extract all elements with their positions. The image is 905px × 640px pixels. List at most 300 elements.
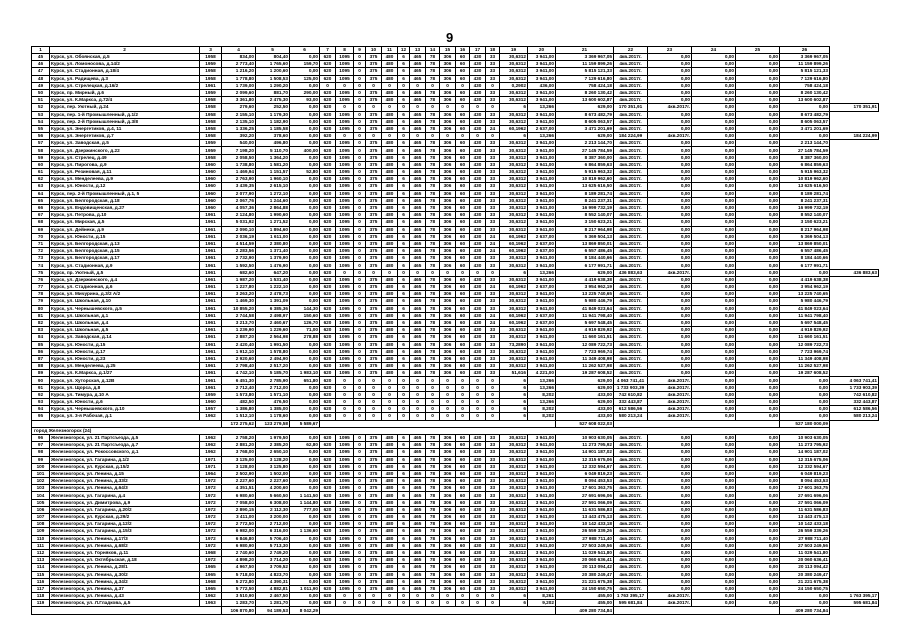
table-cell: 430 bbox=[470, 262, 486, 269]
table-cell: 1961 bbox=[200, 248, 222, 255]
table-cell: 33 bbox=[486, 442, 500, 449]
table-cell: 0 bbox=[456, 133, 470, 140]
table-cell: 0,00 bbox=[290, 219, 320, 226]
table-cell: 0,00 bbox=[736, 169, 780, 176]
table-row bbox=[32, 305, 879, 312]
table-cell: 8,261 bbox=[528, 593, 556, 600]
table-cell: 306 bbox=[440, 528, 456, 535]
table-cell: 2 864,88 bbox=[256, 204, 290, 211]
table-cell: 0 bbox=[354, 593, 366, 600]
table-cell: 1095 bbox=[336, 176, 354, 183]
table-cell: 60 bbox=[456, 197, 470, 204]
column-header: 13 bbox=[410, 47, 426, 54]
address-cell: Курск, ул. Энергетиков, д.4, 11 bbox=[50, 125, 200, 132]
table-cell: 0 bbox=[410, 384, 426, 391]
table-cell: 480 bbox=[382, 97, 398, 104]
table-cell: 375 bbox=[366, 463, 382, 470]
table-cell: 1 960,10 bbox=[256, 176, 290, 183]
column-header: 12 bbox=[398, 47, 410, 54]
table-cell: 13,266 bbox=[528, 399, 556, 406]
table-cell: 465 bbox=[410, 176, 426, 183]
table-cell: 0,00 bbox=[736, 240, 780, 247]
column-header: 26 bbox=[780, 47, 830, 54]
table-cell: 0,00 bbox=[736, 528, 780, 535]
table-cell: 0 bbox=[426, 377, 440, 384]
table-cell: 6 bbox=[398, 456, 410, 463]
table-cell: 0,00 bbox=[736, 456, 780, 463]
table-cell: 430 bbox=[470, 363, 486, 370]
table-cell: 60,1962 bbox=[500, 240, 528, 247]
column-header: 17 bbox=[470, 47, 486, 54]
table-cell: 0 bbox=[336, 391, 354, 398]
table-cell: 8 217 964,98 bbox=[780, 226, 830, 233]
table-cell: 4кв.2017г. bbox=[614, 147, 648, 154]
table-cell: 620 bbox=[320, 262, 336, 269]
table-cell: 375 bbox=[366, 262, 382, 269]
table-cell: 0,00 bbox=[648, 585, 692, 592]
table-cell: 27 691 696,06 bbox=[556, 492, 614, 499]
table-cell: 629,00 bbox=[556, 399, 614, 406]
column-header: 9 bbox=[354, 47, 366, 54]
table-cell: 0,00 bbox=[692, 578, 736, 585]
table-cell: 1961 bbox=[200, 284, 222, 291]
table-cell: 0 bbox=[426, 104, 440, 111]
table-cell: 465 bbox=[410, 549, 426, 556]
table-cell: 6 bbox=[500, 593, 528, 600]
table-cell: 0 bbox=[440, 104, 456, 111]
table-cell: 620 bbox=[320, 434, 336, 441]
table-cell: 0 bbox=[426, 593, 440, 600]
table-cell: 8 189 281,74 bbox=[556, 190, 614, 197]
table-cell: 33 bbox=[486, 219, 500, 226]
table-cell: 3 941,00 bbox=[528, 197, 556, 204]
table-cell: 1095 bbox=[336, 492, 354, 499]
table-cell: 10 142 433,18 bbox=[780, 521, 830, 528]
address-cell: Курск, ул. Юности, д.12 bbox=[50, 183, 200, 190]
table-cell: 104 bbox=[32, 492, 50, 499]
table-cell: 4кв.2017г. bbox=[614, 154, 648, 161]
table-cell: 0,00 bbox=[692, 470, 736, 477]
table-cell: 480 bbox=[382, 204, 398, 211]
table-cell: 119 bbox=[32, 600, 50, 607]
table-cell: 3 941,00 bbox=[528, 226, 556, 233]
table-cell: 78 bbox=[426, 61, 440, 68]
table-cell: 78 bbox=[426, 456, 440, 463]
table-cell: 480 bbox=[382, 470, 398, 477]
table-cell: 30,6312 bbox=[500, 204, 528, 211]
table-cell: 97 bbox=[32, 442, 50, 449]
table-cell: 2 615,10 bbox=[256, 183, 290, 190]
table-cell: 4 063 741,41 bbox=[614, 377, 648, 384]
table-cell: 78 bbox=[426, 240, 440, 247]
table-cell: 91 bbox=[32, 384, 50, 391]
table-cell: 480 bbox=[382, 499, 398, 506]
table-cell: 27 145 784,59 bbox=[556, 147, 614, 154]
table-cell: 0 bbox=[486, 413, 500, 420]
table-cell: 184 224,99 bbox=[614, 133, 648, 140]
table-cell: 107 bbox=[32, 514, 50, 521]
table-row bbox=[32, 327, 879, 334]
table-body bbox=[32, 47, 879, 615]
table-cell: 3 941,00 bbox=[528, 291, 556, 298]
table-cell: 0,00 bbox=[290, 212, 320, 219]
table-cell: 78 bbox=[426, 89, 440, 96]
table-cell: 0 bbox=[354, 125, 366, 132]
table-cell: 3 200,00 bbox=[256, 514, 290, 521]
table-cell: 0 bbox=[354, 528, 366, 535]
table-cell: 5 915 963,32 bbox=[780, 169, 830, 176]
table-cell: 0 bbox=[486, 399, 500, 406]
table-row bbox=[32, 600, 879, 607]
table-cell: 0 bbox=[440, 391, 456, 398]
table-cell: 6 bbox=[500, 600, 528, 607]
table-cell: 476,50 bbox=[256, 399, 290, 406]
table-cell: 306 bbox=[440, 262, 456, 269]
table-cell: 3 941,00 bbox=[528, 169, 556, 176]
table-cell: 0,00 bbox=[736, 54, 780, 61]
table-cell: 6 864 859,63 bbox=[556, 161, 614, 168]
table-cell: 60 bbox=[456, 276, 470, 283]
table-cell: 0,00 bbox=[736, 521, 780, 528]
table-cell: 0,00 bbox=[290, 485, 320, 492]
table-cell: 742 610,82 bbox=[830, 391, 879, 398]
table-cell: 49 bbox=[32, 82, 50, 89]
table-cell: 6 bbox=[398, 442, 410, 449]
table-cell: 30,6312 bbox=[500, 478, 528, 485]
table-cell: 375 bbox=[366, 212, 382, 219]
table-cell: 30,6312 bbox=[500, 442, 528, 449]
address-cell: Курск, ул. Чернышевского, д.5 bbox=[50, 305, 200, 312]
table-cell: 0,00 bbox=[692, 442, 736, 449]
table-cell: 0,00 bbox=[648, 492, 692, 499]
table-cell: 620 bbox=[320, 269, 336, 276]
table-cell: 0 bbox=[354, 133, 366, 140]
table-row bbox=[32, 269, 879, 276]
table-cell: 78 bbox=[426, 305, 440, 312]
table-cell: 1 272,10 bbox=[256, 190, 290, 197]
table-cell: 11 029 541,80 bbox=[780, 549, 830, 556]
table-cell: 2 712,00 bbox=[256, 521, 290, 528]
table-cell: 4кв.2017г. bbox=[614, 341, 648, 348]
table-cell: 26 559 339,26 bbox=[780, 528, 830, 535]
table-cell: 430 bbox=[470, 61, 486, 68]
table-cell: 113 bbox=[32, 557, 50, 564]
table-cell: 11 273 795,92 bbox=[556, 442, 614, 449]
table-cell: 33 bbox=[486, 528, 500, 535]
address-cell: Железногорск, ул. Ленина, д.33/2 bbox=[50, 478, 200, 485]
table-cell: 11 660 161,51 bbox=[556, 334, 614, 341]
table-cell: 60 bbox=[456, 319, 470, 326]
empty-cell bbox=[32, 607, 222, 614]
table-cell: 0 bbox=[440, 600, 456, 607]
table-cell: 0,00 bbox=[692, 463, 736, 470]
table-cell: 0 bbox=[440, 133, 456, 140]
table-cell: 0 bbox=[382, 377, 398, 384]
table-cell: 0,00 bbox=[780, 377, 830, 384]
table-cell: 2 650,10 bbox=[256, 449, 290, 456]
table-cell: 1 983,10 bbox=[290, 370, 320, 377]
table-cell: 4кв.2017г. bbox=[648, 377, 692, 384]
table-cell: 9,202 bbox=[528, 600, 556, 607]
table-cell: 1968 bbox=[200, 578, 222, 585]
table-cell: 480 bbox=[382, 154, 398, 161]
total-cell: 527 180 000,09 bbox=[780, 420, 830, 427]
table-cell: 0,00 bbox=[290, 348, 320, 355]
table-cell: 60 bbox=[456, 434, 470, 441]
table-cell: 465 bbox=[410, 255, 426, 262]
table-cell: 78 bbox=[426, 226, 440, 233]
table-cell: 13,266 bbox=[528, 104, 556, 111]
table-cell: 33 bbox=[486, 585, 500, 592]
table-cell: 78 bbox=[426, 204, 440, 211]
table-cell: 0,00 bbox=[290, 600, 320, 607]
table-cell: 0,00 bbox=[648, 571, 692, 578]
table-cell: 465 bbox=[410, 334, 426, 341]
table-cell: 0,00 bbox=[780, 104, 830, 111]
table-cell: 430 bbox=[470, 140, 486, 147]
table-cell: 0,00 bbox=[648, 68, 692, 75]
table-cell: 3 941,00 bbox=[528, 183, 556, 190]
table-cell: 1962 bbox=[200, 434, 222, 441]
table-cell: 0,00 bbox=[736, 291, 780, 298]
table-cell: 3 941,00 bbox=[528, 585, 556, 592]
table-cell: 0,00 bbox=[648, 499, 692, 506]
table-cell: 5 915 963,32 bbox=[556, 169, 614, 176]
table-cell: 11 349 408,98 bbox=[780, 355, 830, 362]
table-cell: 4кв.2017г. bbox=[614, 506, 648, 513]
table-cell: 33 bbox=[486, 291, 500, 298]
table-cell: 33 bbox=[486, 305, 500, 312]
table-cell: 306 bbox=[440, 248, 456, 255]
table-cell: 620 bbox=[320, 355, 336, 362]
table-cell: 465 bbox=[410, 169, 426, 176]
table-cell: 430 bbox=[470, 291, 486, 298]
table-cell: 4кв.2017г. bbox=[614, 118, 648, 125]
table-cell: 0,00 bbox=[692, 413, 736, 420]
table-cell: 1957 bbox=[200, 406, 222, 413]
table-cell: 0,00 bbox=[648, 248, 692, 255]
table-cell: 306 bbox=[440, 68, 456, 75]
total-cell: 409 280 734,84 bbox=[556, 607, 614, 614]
table-cell: 4кв.2017г. bbox=[614, 298, 648, 305]
table-cell: 0,00 bbox=[736, 557, 780, 564]
table-cell: 620 bbox=[320, 348, 336, 355]
table-cell: 6 bbox=[398, 312, 410, 319]
table-cell: 100 bbox=[32, 463, 50, 470]
table-cell: 0,00 bbox=[736, 118, 780, 125]
table-cell: 70 bbox=[32, 233, 50, 240]
table-cell: 620 bbox=[320, 564, 336, 571]
table-cell: 0,00 bbox=[648, 197, 692, 204]
table-cell: 0 bbox=[354, 399, 366, 406]
table-cell: 0,00 bbox=[290, 269, 320, 276]
table-cell: 1095 bbox=[336, 75, 354, 82]
total-cell: 527 608 022,03 bbox=[556, 420, 614, 427]
table-cell: 480 bbox=[382, 147, 398, 154]
table-cell: 620 bbox=[320, 506, 336, 513]
table-cell: 480 bbox=[382, 176, 398, 183]
table-cell: 6 bbox=[398, 68, 410, 75]
table-cell: 1972 bbox=[200, 542, 222, 549]
table-cell: 24 bbox=[486, 319, 500, 326]
table-cell: 0,00 bbox=[736, 269, 780, 276]
table-cell: 306 bbox=[440, 578, 456, 585]
table-cell: 4кв.2017г. bbox=[614, 557, 648, 564]
table-cell: 0 bbox=[410, 104, 426, 111]
table-cell: 8,202 bbox=[528, 391, 556, 398]
table-cell: 465 bbox=[410, 341, 426, 348]
table-cell: 0 bbox=[336, 82, 354, 89]
table-cell: 6 980,60 bbox=[222, 492, 256, 499]
table-cell: 0 bbox=[486, 82, 500, 89]
table-cell: 375 bbox=[366, 255, 382, 262]
table-cell: 0 bbox=[354, 363, 366, 370]
table-cell: 0,00 bbox=[736, 319, 780, 326]
table-cell: 33 bbox=[486, 363, 500, 370]
table-cell: 0,00 bbox=[648, 140, 692, 147]
table-cell: 4кв.2017г. bbox=[614, 226, 648, 233]
table-row bbox=[32, 219, 879, 226]
table-cell: 2 637,00 bbox=[528, 284, 556, 291]
table-cell: 0 bbox=[456, 377, 470, 384]
table-cell: 375 bbox=[366, 585, 382, 592]
table-cell: 375 bbox=[366, 485, 382, 492]
table-cell: 465 bbox=[410, 355, 426, 362]
table-cell: 375 bbox=[366, 442, 382, 449]
table-cell: 465 bbox=[410, 204, 426, 211]
table-cell: 1972 bbox=[200, 521, 222, 528]
table-cell: 0,00 bbox=[692, 89, 736, 96]
table-cell: 620 bbox=[320, 291, 336, 298]
table-cell: 0,00 bbox=[290, 399, 320, 406]
table-cell: 27 503 249,56 bbox=[780, 542, 830, 549]
table-row bbox=[32, 262, 879, 269]
table-cell: 1959 bbox=[200, 147, 222, 154]
table-cell: 10 819 962,60 bbox=[780, 176, 830, 183]
table-cell: 0,00 bbox=[736, 147, 780, 154]
table-cell: 480 bbox=[382, 557, 398, 564]
table-cell: 629,00 bbox=[556, 269, 614, 276]
table-cell: 78 bbox=[426, 564, 440, 571]
table-cell: 4 351,51 bbox=[222, 485, 256, 492]
table-cell: 465 bbox=[410, 161, 426, 168]
table-cell: 465 bbox=[410, 521, 426, 528]
column-header: 3 bbox=[200, 47, 222, 54]
table-cell: 1960 bbox=[200, 204, 222, 211]
table-cell: 45 bbox=[32, 54, 50, 61]
table-cell: 60 bbox=[456, 262, 470, 269]
table-cell: 0,00 bbox=[648, 370, 692, 377]
table-cell: 1095 bbox=[336, 434, 354, 441]
table-cell: 0,00 bbox=[736, 442, 780, 449]
table-cell: 0 bbox=[470, 104, 486, 111]
table-cell: 41 849 023,64 bbox=[780, 305, 830, 312]
table-cell: 375 bbox=[366, 240, 382, 247]
table-cell: 306 bbox=[440, 549, 456, 556]
table-cell: 0 bbox=[354, 226, 366, 233]
table-cell: 55 bbox=[32, 125, 50, 132]
table-cell: 30,6312 bbox=[500, 262, 528, 269]
table-row bbox=[32, 190, 879, 197]
table-row bbox=[32, 478, 879, 485]
table-cell: 0,00 bbox=[692, 564, 736, 571]
table-cell: 73 bbox=[32, 255, 50, 262]
table-cell: 1 179,30 bbox=[256, 111, 290, 118]
table-cell: 5 697 548,45 bbox=[556, 319, 614, 326]
table-cell: 11 941 798,40 bbox=[556, 312, 614, 319]
table-cell: 1 469,94 bbox=[222, 169, 256, 176]
table-cell: 0 bbox=[354, 75, 366, 82]
table-cell: 0 bbox=[354, 413, 366, 420]
table-cell: 30,6312 bbox=[500, 61, 528, 68]
table-cell: 375 bbox=[366, 140, 382, 147]
table-cell: 620 bbox=[320, 334, 336, 341]
table-cell: 30,6312 bbox=[500, 89, 528, 96]
table-cell: 0,00 bbox=[648, 434, 692, 441]
table-cell: 27 503 249,56 bbox=[556, 542, 614, 549]
table-cell: 4кв.2017г. bbox=[614, 585, 648, 592]
table-cell: 60 bbox=[456, 463, 470, 470]
table-cell: 33 bbox=[486, 276, 500, 283]
table-cell: 4кв.2017г. bbox=[648, 399, 692, 406]
table-cell: 430 bbox=[470, 470, 486, 477]
table-cell: 0,00 bbox=[736, 68, 780, 75]
table-cell: 0,00 bbox=[648, 111, 692, 118]
address-cell: Курск, пр. Уютный, д.5 bbox=[50, 269, 200, 276]
table-cell: 0,00 bbox=[648, 276, 692, 283]
table-cell: 0,00 bbox=[648, 327, 692, 334]
table-cell: 78 bbox=[426, 348, 440, 355]
table-cell: 30,6312 bbox=[500, 291, 528, 298]
table-cell: 4кв.2017г. bbox=[614, 240, 648, 247]
table-cell: 4 200,60 bbox=[256, 485, 290, 492]
table-cell: 8 552 140,07 bbox=[556, 212, 614, 219]
table-cell: 881,70 bbox=[256, 89, 290, 96]
table-cell: 306 bbox=[440, 485, 456, 492]
table-cell: 60 bbox=[456, 535, 470, 542]
table-cell: 78 bbox=[426, 542, 440, 549]
table-cell: 2 881,20 bbox=[222, 442, 256, 449]
table-cell: 480 bbox=[382, 334, 398, 341]
table-cell: 1095 bbox=[336, 327, 354, 334]
table-cell: 78 bbox=[426, 219, 440, 226]
table-cell: 0,00 bbox=[736, 341, 780, 348]
table-cell: 1961 bbox=[200, 319, 222, 326]
table-cell: 0 bbox=[470, 406, 486, 413]
table-cell: 1961 bbox=[200, 291, 222, 298]
table-cell: 0,00 bbox=[736, 75, 780, 82]
table-cell: 620 bbox=[320, 492, 336, 499]
table-cell: 78 bbox=[426, 319, 440, 326]
table-cell: 0 bbox=[354, 161, 366, 168]
table-cell: 60,1962 bbox=[500, 125, 528, 132]
table-cell: 2 283,56 bbox=[222, 248, 256, 255]
table-cell: 480 bbox=[382, 528, 398, 535]
table-cell: 375 bbox=[366, 276, 382, 283]
table-cell: 1 573,80 bbox=[222, 391, 256, 398]
table-cell: 1 244,60 bbox=[256, 197, 290, 204]
table-cell: 0 bbox=[470, 269, 486, 276]
table-cell: 4 419 638,38 bbox=[780, 276, 830, 283]
table-cell: 430 bbox=[470, 535, 486, 542]
table-cell: 6 bbox=[398, 276, 410, 283]
table-cell: 480 bbox=[382, 492, 398, 499]
table-cell: 0,00 bbox=[736, 226, 780, 233]
table-cell: 1 178,60 bbox=[256, 413, 290, 420]
table-cell: 89 bbox=[32, 370, 50, 377]
table-cell: 2 099,60 bbox=[222, 89, 256, 96]
table-cell: 480 bbox=[382, 463, 398, 470]
